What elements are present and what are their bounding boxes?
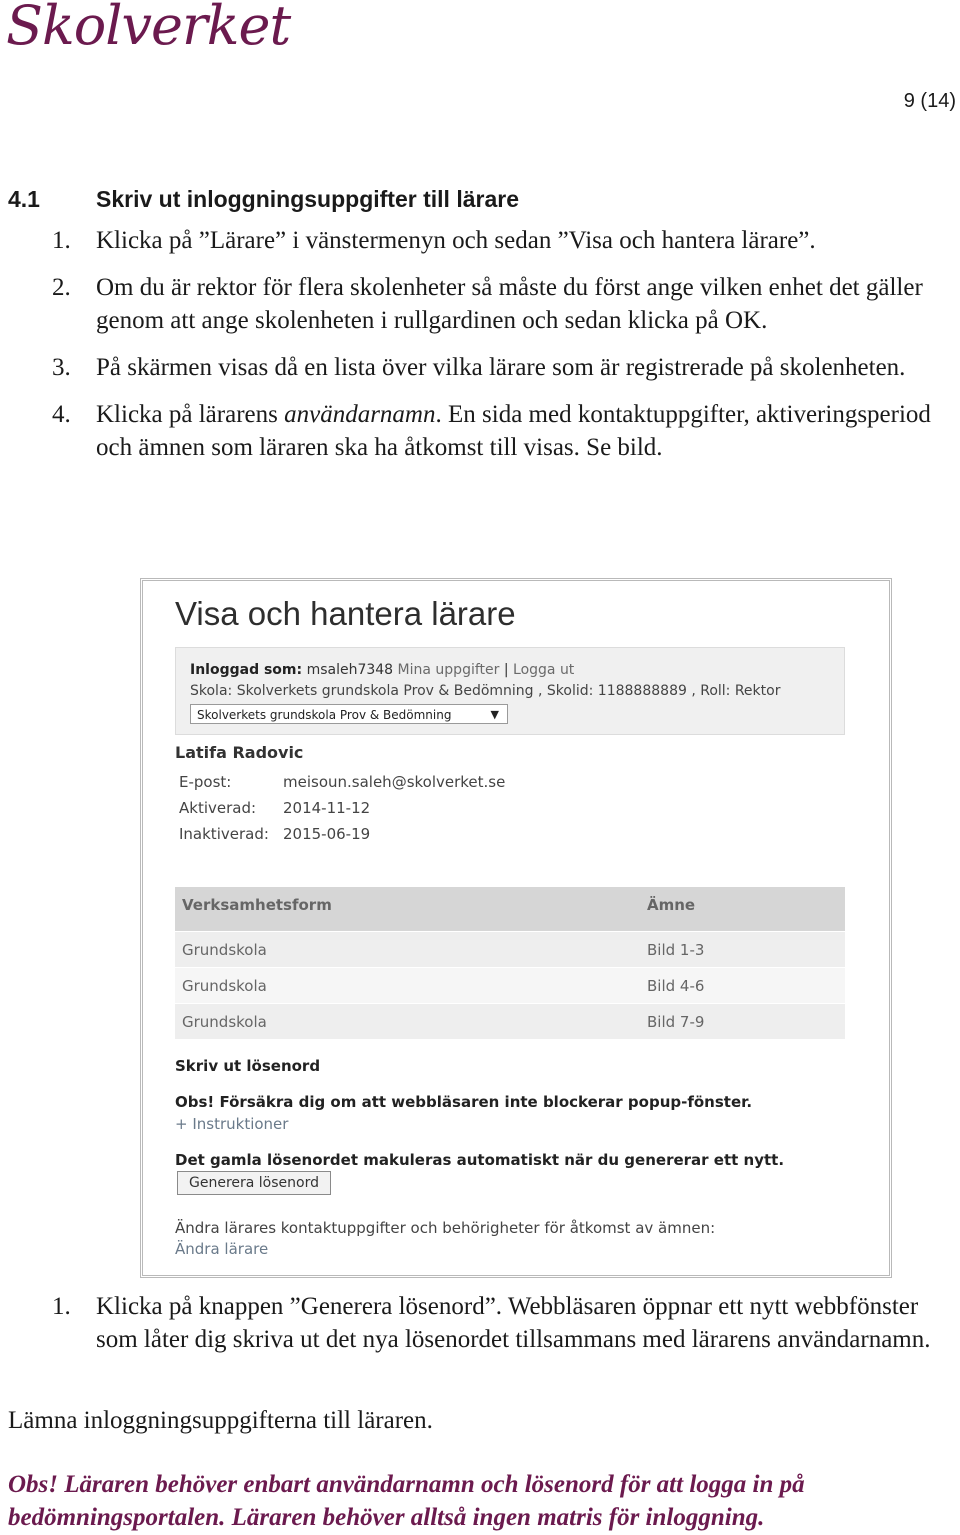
table-cell: Bild 1-3 [647,941,705,959]
change-note: Ändra lärares kontaktuppgifter och behörigheter för åtkomst av ämnen: [175,1219,716,1237]
step-item [0,351,950,384]
step-text: Klicka på knappen ”Generera lösenord”. Webbläsaren öppnar ett nytt webbfönster som låter dig skriva ut det nya lösenordet tillsammans med lärarens användarnamn. [96,1293,931,1353]
table-cell: Bild 7-9 [647,1013,705,1031]
username: msaleh7348 [306,662,394,678]
popup-warning: Obs! Försäkra dig om att webbläsaren inte blockerar popup-fönster. [175,1093,753,1111]
table-cell: Grundskola [182,1013,267,1031]
old-password-note: Det gamla lösenordet makuleras automatiskt när du genererar ett nytt. [175,1151,785,1169]
subjects-table [175,887,845,1040]
deactivated-value: 2015-06-19 [283,825,371,843]
login-status [190,662,574,678]
step-text: På skärmen visas då en lista över vilka lärare som är registrerade på skolenheten. [96,354,906,381]
section-title: Skriv ut inloggningsuppgifter till lärare [96,186,519,212]
section-heading [8,186,519,213]
step-text: Klicka på lärarens [96,401,285,428]
teacher-name: Latifa Radovic [175,743,304,762]
school-info: Skola: Skolverkets grundskola Prov & Bedömning , Skolid: 1188888889 , Roll: Rektor [190,683,781,699]
step-number: 1. [52,1293,71,1320]
change-teacher-link[interactable]: Ändra lärare [175,1240,269,1258]
step-item [0,398,950,464]
deactivated-label: Inaktiverad: [179,825,269,843]
page-number: 9 (14) [903,90,956,112]
generate-password-button[interactable]: Generera lösenord [177,1171,331,1195]
login-info-box [175,647,845,735]
instruction-steps [0,224,950,478]
table-row [175,932,845,968]
activated-label: Aktiverad: [179,799,257,817]
school-select[interactable] [190,704,508,724]
table-cell: Grundskola [182,977,267,995]
table-header-row [175,887,845,932]
step-item [0,224,950,257]
column-header: Ämne [647,896,696,914]
step-text: Om du är rektor för flera skolenheter så måste du först ange vilken enhet det gäller genom att ange skolenheten i rullgardinen och sedan klicka på OK. [96,274,923,334]
email-label: E-post: [179,773,232,791]
table-cell: Grundskola [182,941,267,959]
screenshot-title: Visa och hantera lärare [175,595,516,632]
step-text: Klicka på ”Lärare” i vänstermenyn och sedan ”Visa och hantera lärare”. [96,227,816,254]
logout-link[interactable]: Logga ut [513,662,575,678]
skolverket-logo: Skolverket [6,0,291,57]
separator: | [503,662,509,678]
step-number: 4. [52,401,71,428]
instructions-link[interactable]: + Instruktioner [175,1115,289,1133]
step-item [0,1290,950,1356]
step-item [0,271,950,337]
step-number: 3. [52,354,71,381]
table-row [175,1004,845,1040]
print-password-heading: Skriv ut lösenord [175,1057,321,1075]
table-row [175,968,845,1004]
dropdown-arrow-icon: ▼ [490,708,499,721]
instruction-steps-after [0,1290,950,1370]
step-term: användarnamn [284,401,436,428]
closing-paragraph: Lämna inloggningsuppgifterna till läraren. [8,1407,433,1434]
table-cell: Bild 4-6 [647,977,705,995]
school-select-value: Skolverkets grundskola Prov & Bedömning [197,708,452,722]
activated-value: 2014-11-12 [283,799,371,817]
important-note: Obs! Läraren behöver enbart användarnamn och lösenord för att logga in på bedömningsportalen. Läraren behöver alltså ingen matris för inloggning. [8,1471,805,1531]
my-tasks-link[interactable]: Mina uppgifter [397,662,500,678]
teacher-page-screenshot [140,578,892,1278]
step-number: 1. [52,227,71,254]
step-text: . En sida med kontaktuppgifter, aktiveringsperiod och ämnen som läraren ska ha åtkomst till visas. Se bild. [96,401,931,461]
step-number: 2. [52,274,71,301]
section-number: 4.1 [8,186,40,212]
logged-in-label: Inloggad som: [190,662,303,678]
email-value: meisoun.saleh@skolverket.se [283,773,506,791]
column-header: Verksamhetsform [182,896,332,914]
